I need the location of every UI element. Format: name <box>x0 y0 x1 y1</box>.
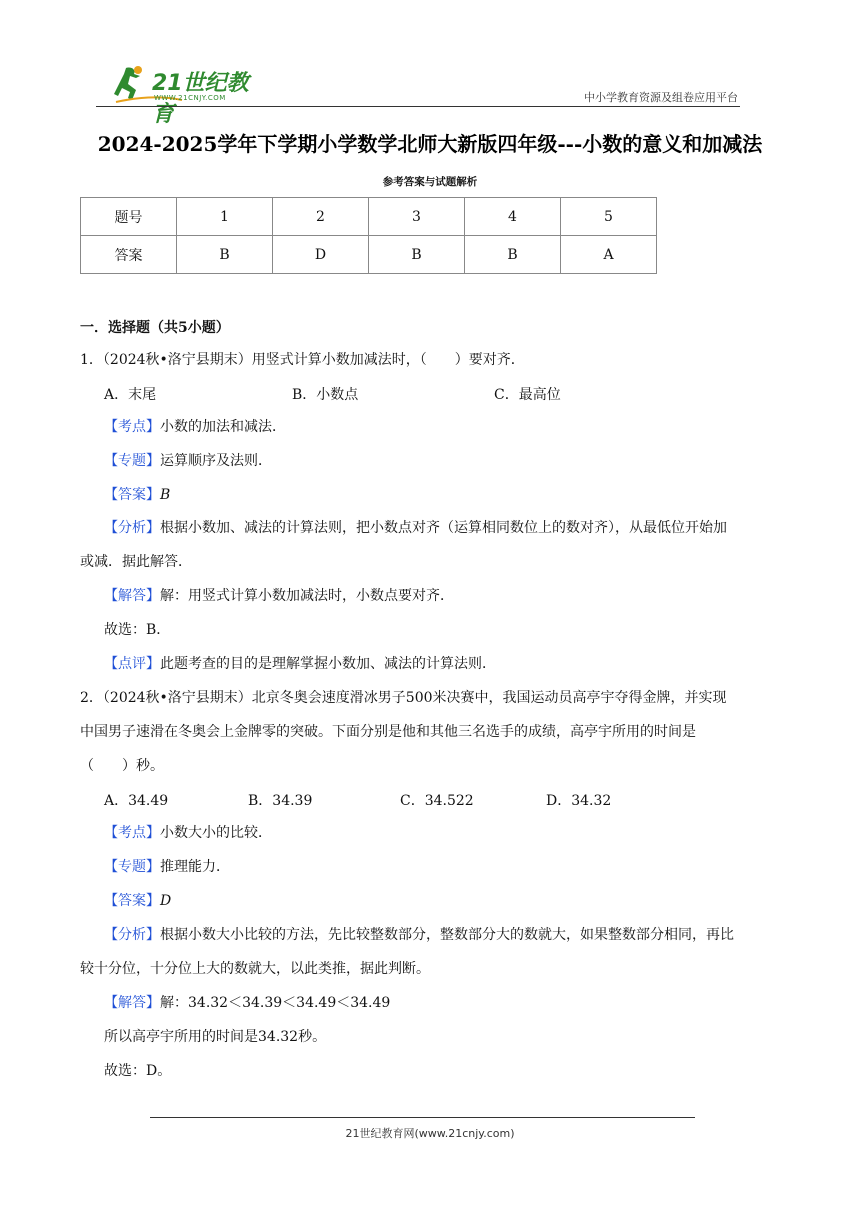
q2-fenxi-cont: 较十分位，十分位上大的数就大，以此类推，据此判断。 <box>80 961 430 977</box>
q1-guxuan: 故选：B． <box>104 622 171 638</box>
kaodian-text: 小数的加法和减法． <box>160 419 286 435</box>
dianping-tag: 【点评】 <box>104 656 160 672</box>
fenxi-text: 根据小数加、减法的计算法则，把小数点对齐（运算相同数位上的数对齐），从最低位开始加 <box>160 520 727 536</box>
zhuanti-text: 运算顺序及法则． <box>160 453 272 469</box>
q2-daan <box>104 891 171 911</box>
header-platform-text: 中小学教育资源及组卷应用平台 <box>584 91 738 104</box>
dianping-text: 此题考查的目的是理解掌握小数加、减法的计算法则． <box>160 656 496 672</box>
jieda-tag: 【解答】 <box>104 995 160 1011</box>
q1-jieda <box>104 586 454 606</box>
q2-option-a: A．34.49 <box>104 793 169 809</box>
logo-text: 21世纪教育 <box>152 71 249 127</box>
table-cell: B <box>369 236 465 274</box>
q1-stem: 1．（2024秋•洛宁县期末）用竖式计算小数加减法时，（ ）要对齐． <box>80 352 525 368</box>
table-cell: B <box>465 236 561 274</box>
q1-zhuanti <box>104 451 272 471</box>
q2-stem-line3: （ ）秒。 <box>80 758 164 774</box>
table-cell: 2 <box>273 198 369 236</box>
fenxi-tag: 【分析】 <box>104 927 160 943</box>
q2-option-d: D．34.32 <box>546 793 612 809</box>
kaodian-tag: 【考点】 <box>104 825 160 841</box>
table-row <box>81 236 657 274</box>
q1-option-a: A．末尾 <box>104 387 157 403</box>
q2-guxuan: 故选：D。 <box>104 1063 172 1079</box>
footer-text: 21世纪教育网(www.21cnjy.com) <box>345 1127 515 1140</box>
page-subtitle: 参考答案与试题解析 <box>382 176 478 188</box>
table-cell: 5 <box>561 198 657 236</box>
daan-tag: 【答案】 <box>104 487 160 503</box>
table-row <box>81 198 657 236</box>
table-cell: 4 <box>465 198 561 236</box>
table-cell: A <box>561 236 657 274</box>
kaodian-text: 小数大小的比较． <box>160 825 272 841</box>
q1-fenxi <box>104 518 727 538</box>
zhuanti-tag: 【专题】 <box>104 453 160 469</box>
q2-jieda-cont: 所以高亭宇所用的时间是34.32秒。 <box>104 1029 327 1045</box>
answer-table <box>80 197 657 274</box>
jieda-text: 解：用竖式计算小数加减法时，小数点要对齐． <box>160 588 454 604</box>
kaodian-tag: 【考点】 <box>104 419 160 435</box>
q1-fenxi-cont: 或减．据此解答． <box>80 554 192 570</box>
daan-text: B <box>160 487 171 503</box>
daan-text: D <box>160 893 172 909</box>
fenxi-text: 根据小数大小比较的方法，先比较整数部分，整数部分大的数就大，如果整数部分相同，再比 <box>160 927 734 943</box>
table-cell: 1 <box>177 198 273 236</box>
q2-jieda <box>104 993 390 1013</box>
section-heading: 一．选择题（共5小题） <box>80 320 230 336</box>
table-cell: 答案 <box>81 236 177 274</box>
site-logo <box>112 64 262 127</box>
q2-kaodian <box>104 823 272 843</box>
header-divider <box>96 106 740 107</box>
table-cell: B <box>177 236 273 274</box>
zhuanti-text: 推理能力． <box>160 859 230 875</box>
table-cell: 3 <box>369 198 465 236</box>
q1-dianping <box>104 654 496 674</box>
jieda-tag: 【解答】 <box>104 588 160 604</box>
daan-tag: 【答案】 <box>104 893 160 909</box>
q2-stem-line2: 中国男子速滑在冬奥会上金牌零的突破。下面分别是他和其他三名选手的成绩，高亭宇所用的时间是 <box>80 724 696 740</box>
q2-fenxi <box>104 925 734 945</box>
table-cell: D <box>273 236 369 274</box>
zhuanti-tag: 【专题】 <box>104 859 160 875</box>
q2-option-c: C．34.522 <box>400 793 474 809</box>
footer-divider <box>150 1117 695 1118</box>
logo-url-text: WWW.21CNJY.COM <box>154 94 226 102</box>
q1-daan <box>104 485 170 505</box>
q2-stem-line1: 2．（2024秋•洛宁县期末）北京冬奥会速度滑冰男子500米决赛中，我国运动员高亭宇夺得金牌，并实现 <box>80 690 727 706</box>
q1-kaodian <box>104 417 286 437</box>
table-cell: 题号 <box>81 198 177 236</box>
q1-option-c: C．最高位 <box>494 387 561 403</box>
fenxi-tag: 【分析】 <box>104 520 160 536</box>
jieda-text: 解：34.32＜34.39＜34.49＜34.49 <box>160 995 391 1011</box>
q1-option-b: B．小数点 <box>292 387 359 403</box>
page-title: 2024-2025学年下学期小学数学北师大新版四年级---小数的意义和加减法 <box>97 132 763 156</box>
q2-zhuanti <box>104 857 230 877</box>
q2-option-b: B．34.39 <box>248 793 313 809</box>
